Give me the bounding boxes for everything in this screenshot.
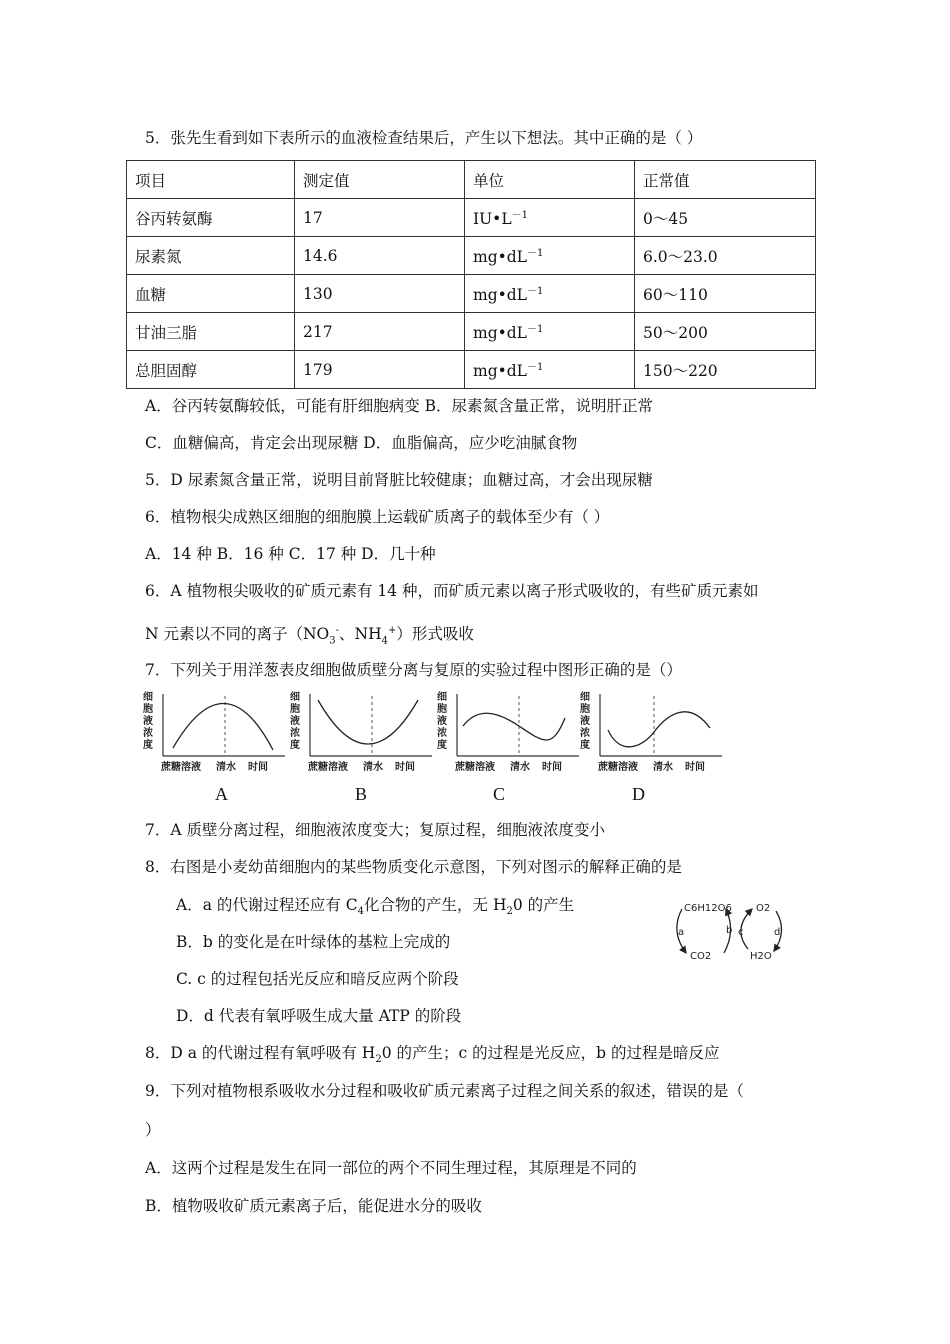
cell-value: 130 xyxy=(295,275,465,313)
q6-answer-line1: 6．A 植物根尖吸收的矿质元素有 14 种，而矿质元素以离子形式吸收的，有些矿质元素如 xyxy=(145,582,759,600)
q6-answer-line2: N 元素以不同的离子（$NO_3^-$、$NH_4^+$）形式吸收 xyxy=(145,625,474,647)
table-row xyxy=(127,351,816,389)
cell-item: 总胆固醇 xyxy=(127,351,295,389)
cell-value: 14.6 xyxy=(295,237,465,275)
q5-stem: 5．张先生看到如下表所示的血液检查结果后，产生以下想法。其中正确的是（ ） xyxy=(145,129,703,147)
graph-a-x1: 蔗糖溶液 xyxy=(161,762,201,773)
cell-value: 179 xyxy=(295,351,465,389)
cell-unit: $mg•dL^{-1}$ xyxy=(465,275,635,313)
co2-label: CO2 xyxy=(690,951,712,962)
graph-b-x2: 清水 xyxy=(363,762,383,773)
graph-a-ylabel-1: 细 xyxy=(143,692,153,703)
q6-stem: 6．植物根尖成熟区细胞的细胞膜上运载矿质离子的载体至少有（ ） xyxy=(145,508,610,526)
cell-item: 甘油三脂 xyxy=(127,313,295,351)
q9-option-b: B．植物吸收矿质元素离子后，能促进水分的吸收 xyxy=(145,1197,482,1215)
graph-b-ylabel-1: 细 xyxy=(290,692,300,703)
q7-answer: 7．A 质壁分离过程，细胞液浓度变大；复原过程，细胞液浓度变小 xyxy=(145,821,605,839)
graph-d xyxy=(580,690,722,773)
q7-graphs-svg xyxy=(143,688,723,778)
graph-a-x3: 时间 xyxy=(248,762,268,773)
graph-c-ylabel-5: 度 xyxy=(437,740,447,751)
table-row xyxy=(127,199,816,237)
header-value: 测定值 xyxy=(295,161,465,199)
q7-stem: 7．下列关于用洋葱表皮细胞做质壁分离与复原的实验过程中图形正确的是（） xyxy=(145,661,682,679)
cell-unit: $mg•dL^{-1}$ xyxy=(465,237,635,275)
graph-b-ylabel-5: 度 xyxy=(290,740,300,751)
graph-d-ylabel-5: 度 xyxy=(580,740,590,751)
graph-d-ylabel-2: 胞 xyxy=(580,704,590,715)
cell-unit: $mg•dL^{-1}$ xyxy=(465,351,635,389)
graph-label-c: C xyxy=(493,784,506,804)
q9-option-a: A．这两个过程是发生在同一部位的两个不同生理过程，其原理是不同的 xyxy=(145,1159,637,1177)
table-row xyxy=(127,275,816,313)
graph-c-ylabel-1: 细 xyxy=(437,692,447,703)
q8-answer: 8．D a 的代谢过程有氧呼吸有 $H_20$ 的产生；c 的过程是光反应，b 的过程是暗反应 xyxy=(145,1044,720,1066)
graph-b-ylabel-4: 浓 xyxy=(290,728,300,739)
label-b: b xyxy=(726,925,733,936)
cell-normal: 150～220 xyxy=(635,351,816,389)
graph-d-ylabel-4: 浓 xyxy=(580,728,590,739)
q6-options: A．14 种 B．16 种 C．17 种 D．几十种 xyxy=(145,545,436,563)
cell-normal: 60～110 xyxy=(635,275,816,313)
graph-d-x2: 清水 xyxy=(653,762,673,773)
cell-item: 尿素氮 xyxy=(127,237,295,275)
graph-label-d: D xyxy=(632,784,645,804)
cell-normal: 0～45 xyxy=(635,199,816,237)
table-row xyxy=(127,313,816,351)
label-c: c xyxy=(738,927,744,938)
graph-c-ylabel-2: 胞 xyxy=(437,704,447,715)
cell-unit: $IU•L^{-1}$ xyxy=(465,199,635,237)
q5-answer: 5．D 尿素氮含量正常，说明目前肾脏比较健康；血糖过高，才会出现尿糖 xyxy=(145,471,653,489)
h2o-label: H2O xyxy=(750,951,772,962)
q8-cycle-diagram xyxy=(670,897,790,971)
table-row xyxy=(127,237,816,275)
graph-b-x1: 蔗糖溶液 xyxy=(308,762,348,773)
cell-normal: 6.0～23.0 xyxy=(635,237,816,275)
graph-b xyxy=(290,690,432,773)
o2-label: O2 xyxy=(756,903,771,914)
blood-test-table xyxy=(126,160,816,389)
graph-b-x3: 时间 xyxy=(395,762,415,773)
table-header-row xyxy=(127,161,816,199)
q8-option-a: A．a 的代谢过程还应有 $C_4$化合物的产生，无 $H_20$ 的产生 xyxy=(176,896,575,918)
q8-stem: 8．右图是小麦幼苗细胞内的某些物质变化示意图，下列对图示的解释正确的是 xyxy=(145,858,682,876)
graph-a-x2: 清水 xyxy=(216,762,236,773)
q8-option-b: B．b 的变化是在叶绿体的基粒上完成的 xyxy=(176,933,451,951)
graph-b-ylabel-2: 胞 xyxy=(290,704,300,715)
graph-d-ylabel-1: 细 xyxy=(580,692,590,703)
graph-a-ylabel-5: 度 xyxy=(143,740,153,751)
q5-options-ab: A．谷丙转氨酶较低，可能有肝细胞病变 B．尿素氮含量正常，说明肝正常 xyxy=(145,397,654,415)
graph-label-a: A xyxy=(215,784,228,804)
graph-d-x3: 时间 xyxy=(685,762,705,773)
q9-stem-line1: 9．下列对植物根系吸收水分过程和吸收矿质元素离子过程之间关系的叙述，错误的是（ xyxy=(145,1082,744,1100)
graph-a-ylabel-2: 胞 xyxy=(143,704,153,715)
graph-a-ylabel-4: 浓 xyxy=(143,728,153,739)
glucose-label: C6H12O6 xyxy=(684,903,732,914)
graph-c-ylabel-3: 液 xyxy=(437,716,447,727)
graph-c xyxy=(437,690,579,773)
graph-a-ylabel-3: 液 xyxy=(143,716,153,727)
header-normal: 正常值 xyxy=(635,161,816,199)
graph-c-x3: 时间 xyxy=(542,762,562,773)
q8-option-c: C. c 的过程包括光反应和暗反应两个阶段 xyxy=(176,970,459,988)
cell-item: 谷丙转氨酶 xyxy=(127,199,295,237)
graph-label-b: B xyxy=(355,784,368,804)
header-item: 项目 xyxy=(127,161,295,199)
graph-a xyxy=(143,690,285,773)
q8-option-d: D．d 代表有氧呼吸生成大量 ATP 的阶段 xyxy=(176,1007,462,1025)
graph-b-ylabel-3: 液 xyxy=(290,716,300,727)
q5-options-cd: C．血糖偏高，肯定会出现尿糖 D．血脂偏高，应少吃油腻食物 xyxy=(145,434,578,452)
graph-c-ylabel-4: 浓 xyxy=(437,728,447,739)
graph-c-x1: 蔗糖溶液 xyxy=(455,762,495,773)
cell-value: 217 xyxy=(295,313,465,351)
cell-value: 17 xyxy=(295,199,465,237)
cell-unit: $mg•dL^{-1}$ xyxy=(465,313,635,351)
header-unit: 单位 xyxy=(465,161,635,199)
q9-stem-line2: ） xyxy=(145,1121,161,1139)
label-d: d xyxy=(774,927,781,938)
label-a: a xyxy=(678,927,685,938)
graph-d-ylabel-3: 液 xyxy=(580,716,590,727)
graph-d-x1: 蔗糖溶液 xyxy=(598,762,638,773)
graph-c-x2: 清水 xyxy=(510,762,530,773)
cell-item: 血糖 xyxy=(127,275,295,313)
q7-graphs xyxy=(143,688,723,804)
cell-normal: 50～200 xyxy=(635,313,816,351)
